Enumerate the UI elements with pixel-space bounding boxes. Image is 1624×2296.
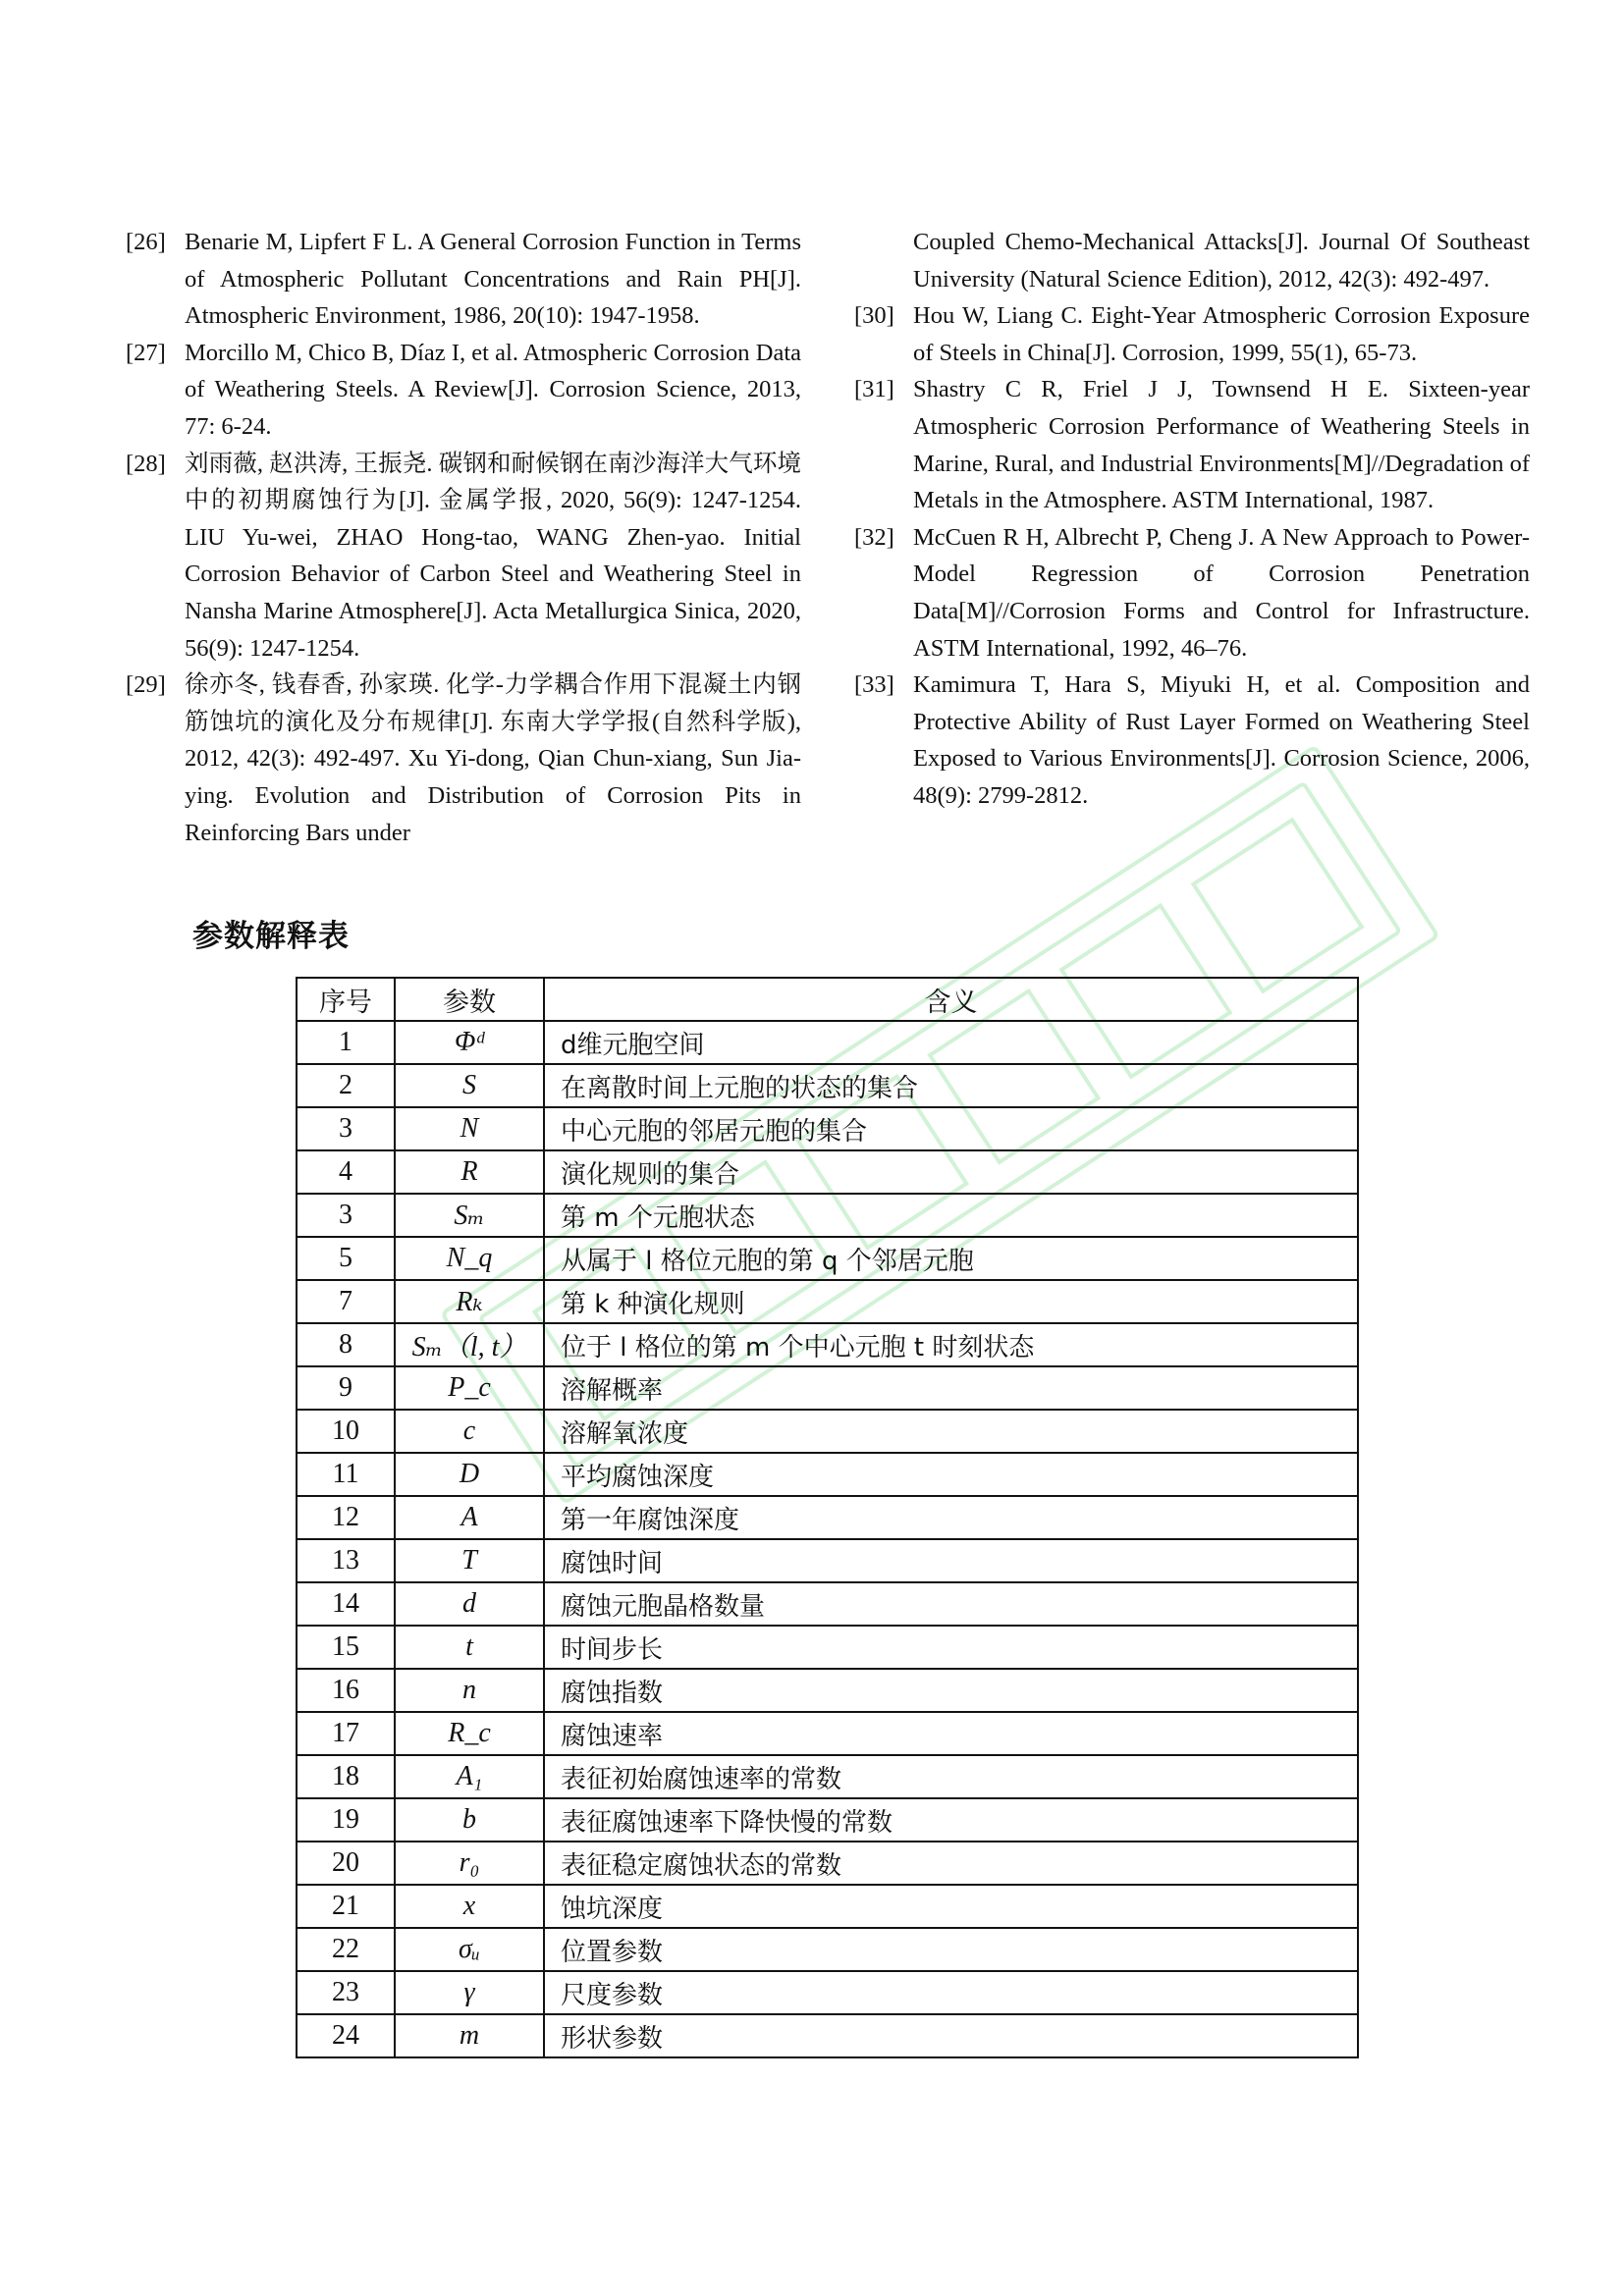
row-meaning: 腐蚀元胞晶格数量 (544, 1582, 1358, 1626)
reference-text: Benarie M, Lipfert F L. A General Corrosion Function in Terms of Atmospheric Pollutant Concentrations and Rain PH[J]. Atmospheric Environment, 1986, 20(10): 1947-1958. (185, 229, 801, 330)
row-parameter-symbol: N_q (395, 1237, 544, 1280)
reference-number: [31] (854, 376, 894, 403)
table-row (297, 1150, 1358, 1194)
table-row (297, 1410, 1358, 1453)
row-number: 18 (297, 1755, 395, 1798)
reference-number: [27] (126, 339, 166, 366)
reference-number: [30] (854, 302, 894, 330)
table-row (297, 1539, 1358, 1582)
row-meaning: 表征初始腐蚀速率的常数 (544, 1755, 1358, 1798)
row-number: 15 (297, 1626, 395, 1669)
reference-26 (126, 224, 801, 335)
table-row (297, 1107, 1358, 1150)
row-parameter-symbol: Rₖ (395, 1280, 544, 1323)
row-meaning: 演化规则的集合 (544, 1150, 1358, 1194)
row-number: 19 (297, 1798, 395, 1842)
references-right-column (854, 224, 1530, 815)
row-parameter-symbol: P_c (395, 1366, 544, 1410)
table-row (297, 1842, 1358, 1885)
header-parameter: 参数 (395, 978, 544, 1021)
reference-number: [32] (854, 523, 894, 551)
row-meaning: 第一年腐蚀深度 (544, 1496, 1358, 1539)
row-parameter-symbol: S (395, 1064, 544, 1107)
table-row (297, 1366, 1358, 1410)
row-parameter-symbol: D (395, 1453, 544, 1496)
row-meaning: 腐蚀时间 (544, 1539, 1358, 1582)
table-row (297, 1669, 1358, 1712)
row-meaning: 时间步长 (544, 1626, 1358, 1669)
reference-29 (126, 667, 801, 851)
row-parameter-symbol: R_c (395, 1712, 544, 1755)
row-meaning: 表征稳定腐蚀状态的常数 (544, 1842, 1358, 1885)
row-meaning: d维元胞空间 (544, 1021, 1358, 1064)
table-row (297, 1626, 1358, 1669)
row-number: 1 (297, 1021, 395, 1064)
row-parameter-symbol: σᵤ (395, 1928, 544, 1971)
table-row (297, 1496, 1358, 1539)
reference-number: [33] (854, 671, 894, 699)
row-meaning: 中心元胞的邻居元胞的集合 (544, 1107, 1358, 1150)
row-number: 22 (297, 1928, 395, 1971)
row-number: 5 (297, 1237, 395, 1280)
row-parameter-symbol: A₁ (395, 1755, 544, 1798)
row-meaning: 腐蚀指数 (544, 1669, 1358, 1712)
row-number: 8 (297, 1323, 395, 1366)
row-meaning: 表征腐蚀速率下降快慢的常数 (544, 1798, 1358, 1842)
row-number: 7 (297, 1280, 395, 1323)
row-number: 21 (297, 1885, 395, 1928)
reference-text: Morcillo M, Chico B, Díaz I, et al. Atmospheric Corrosion Data of Weathering Steels. A Review[J]. Corrosion Science, 2013, 77: 6-24. (185, 339, 801, 440)
row-number: 2 (297, 1064, 395, 1107)
row-parameter-symbol: Sₘ（l, t） (395, 1323, 544, 1366)
table-row (297, 1712, 1358, 1755)
row-parameter-symbol: m (395, 2014, 544, 2057)
row-meaning: 在离散时间上元胞的状态的集合 (544, 1064, 1358, 1107)
row-parameter-symbol: x (395, 1885, 544, 1928)
row-number: 14 (297, 1582, 395, 1626)
header-meaning: 含义 (544, 978, 1358, 1021)
table-row (297, 1064, 1358, 1107)
reference-33 (854, 667, 1530, 814)
table-row (297, 1280, 1358, 1323)
row-parameter-symbol: d (395, 1582, 544, 1626)
row-number: 13 (297, 1539, 395, 1582)
reference-text: Hou W, Liang C. Eight-Year Atmospheric Corrosion Exposure of Steels in China[J]. Corrosion, 1999, 55(1), 65-73. (913, 302, 1530, 366)
references-left-column (126, 224, 801, 851)
row-meaning: 蚀坑深度 (544, 1885, 1358, 1928)
table-row (297, 1194, 1358, 1237)
row-number: 9 (297, 1366, 395, 1410)
reference-27 (126, 335, 801, 446)
reference-number: [26] (126, 229, 166, 255)
reference-30 (854, 297, 1530, 371)
table-row (297, 2014, 1358, 2057)
reference-text: 徐亦冬, 钱春香, 孙家瑛. 化学-力学耦合作用下混凝土内钢筋蚀坑的演化及分布规律[J]. 东南大学学报(自然科学版), 2012, 42(3): 492-497. Xu Yi-dong, Qian Chun-xiang, Sun Jia-ying. Evolution and Distribution of Corrosion Pits in Reinforcing Bars under (185, 671, 801, 846)
reference-31 (854, 371, 1530, 518)
row-meaning: 位置参数 (544, 1928, 1358, 1971)
reference-text: 刘雨薇, 赵洪涛, 王振尧. 碳钢和耐候钢在南沙海洋大气环境中的初期腐蚀行为[J]. 金属学报, 2020, 56(9): 1247-1254. LIU Yu-wei, ZHAO Hong-tao, WANG Zhen-yao. Initial Corrosion Behavior of Carbon Steel and Weathering Steel in Nansha Marine Atmosphere[J]. Acta Metallurgica Sinica, 2020, 56(9): 1247-1254. (185, 450, 801, 662)
row-parameter-symbol: b (395, 1798, 544, 1842)
row-parameter-symbol: Φᵈ (395, 1021, 544, 1064)
reference-text: Shastry C R, Friel J J, Townsend H E. Sixteen-year Atmospheric Corrosion Performance of Weathering Steels in Marine, Rural, and Industrial Environments[M]//Degradation of Metals in the Atmosphere. ASTM International, 1987. (913, 376, 1530, 514)
table-row (297, 1453, 1358, 1496)
table-title: 参数解释表 (192, 919, 350, 954)
row-parameter-symbol: c (395, 1410, 544, 1453)
row-number: 20 (297, 1842, 395, 1885)
row-number: 3 (297, 1194, 395, 1237)
reference-29-continued (854, 224, 1530, 297)
table-header-row (297, 978, 1358, 1021)
row-number: 10 (297, 1410, 395, 1453)
row-meaning: 溶解概率 (544, 1366, 1358, 1410)
row-meaning: 平均腐蚀深度 (544, 1453, 1358, 1496)
table-row (297, 1323, 1358, 1366)
row-parameter-symbol: R (395, 1150, 544, 1194)
table-row (297, 1971, 1358, 2014)
row-parameter-symbol: γ (395, 1971, 544, 2014)
row-number: 12 (297, 1496, 395, 1539)
row-parameter-symbol: T (395, 1539, 544, 1582)
row-meaning: 尺度参数 (544, 1971, 1358, 2014)
table-row (297, 1798, 1358, 1842)
reference-text: Kamimura T, Hara S, Miyuki H, et al. Composition and Protective Ability of Rust Layer Formed on Weathering Steel Exposed to Various Environments[J]. Corrosion Science, 2006, 48(9): 2799-2812. (913, 671, 1530, 809)
row-parameter-symbol: A (395, 1496, 544, 1539)
row-number: 16 (297, 1669, 395, 1712)
table-row (297, 1885, 1358, 1928)
row-parameter-symbol: r₀ (395, 1842, 544, 1885)
reference-text: Coupled Chemo-Mechanical Attacks[J]. Journal Of Southeast University (Natural Science Edition), 2012, 42(3): 492-497. (913, 229, 1530, 293)
row-number: 17 (297, 1712, 395, 1755)
row-number: 3 (297, 1107, 395, 1150)
row-parameter-symbol: n (395, 1669, 544, 1712)
row-meaning: 从属于 l 格位元胞的第 q 个邻居元胞 (544, 1237, 1358, 1280)
row-parameter-symbol: Sₘ (395, 1194, 544, 1237)
row-number: 11 (297, 1453, 395, 1496)
row-meaning: 溶解氧浓度 (544, 1410, 1358, 1453)
row-meaning: 位于 l 格位的第 m 个中心元胞 t 时刻状态 (544, 1323, 1358, 1366)
row-parameter-symbol: t (395, 1626, 544, 1669)
table-body (297, 1021, 1358, 2057)
reference-32 (854, 519, 1530, 667)
row-meaning: 形状参数 (544, 2014, 1358, 2057)
reference-28 (126, 446, 801, 667)
row-meaning: 第 k 种演化规则 (544, 1280, 1358, 1323)
row-number: 24 (297, 2014, 395, 2057)
table-row (297, 1928, 1358, 1971)
table-row (297, 1582, 1358, 1626)
reference-number: [28] (126, 450, 166, 477)
row-meaning: 腐蚀速率 (544, 1712, 1358, 1755)
table-row (297, 1021, 1358, 1064)
reference-text: McCuen R H, Albrecht P, Cheng J. A New Approach to Power-Model Regression of Corrosion Penetration Data[M]//Corrosion Forms and Control for Infrastructure. ASTM International, 1992, 46–76. (913, 523, 1530, 662)
row-parameter-symbol: N (395, 1107, 544, 1150)
header-number: 序号 (297, 978, 395, 1021)
row-meaning: 第 m 个元胞状态 (544, 1194, 1358, 1237)
reference-number: [29] (126, 671, 166, 699)
table-row (297, 1237, 1358, 1280)
parameter-table (296, 977, 1359, 2058)
row-number: 4 (297, 1150, 395, 1194)
row-number: 23 (297, 1971, 395, 2014)
table-row (297, 1755, 1358, 1798)
